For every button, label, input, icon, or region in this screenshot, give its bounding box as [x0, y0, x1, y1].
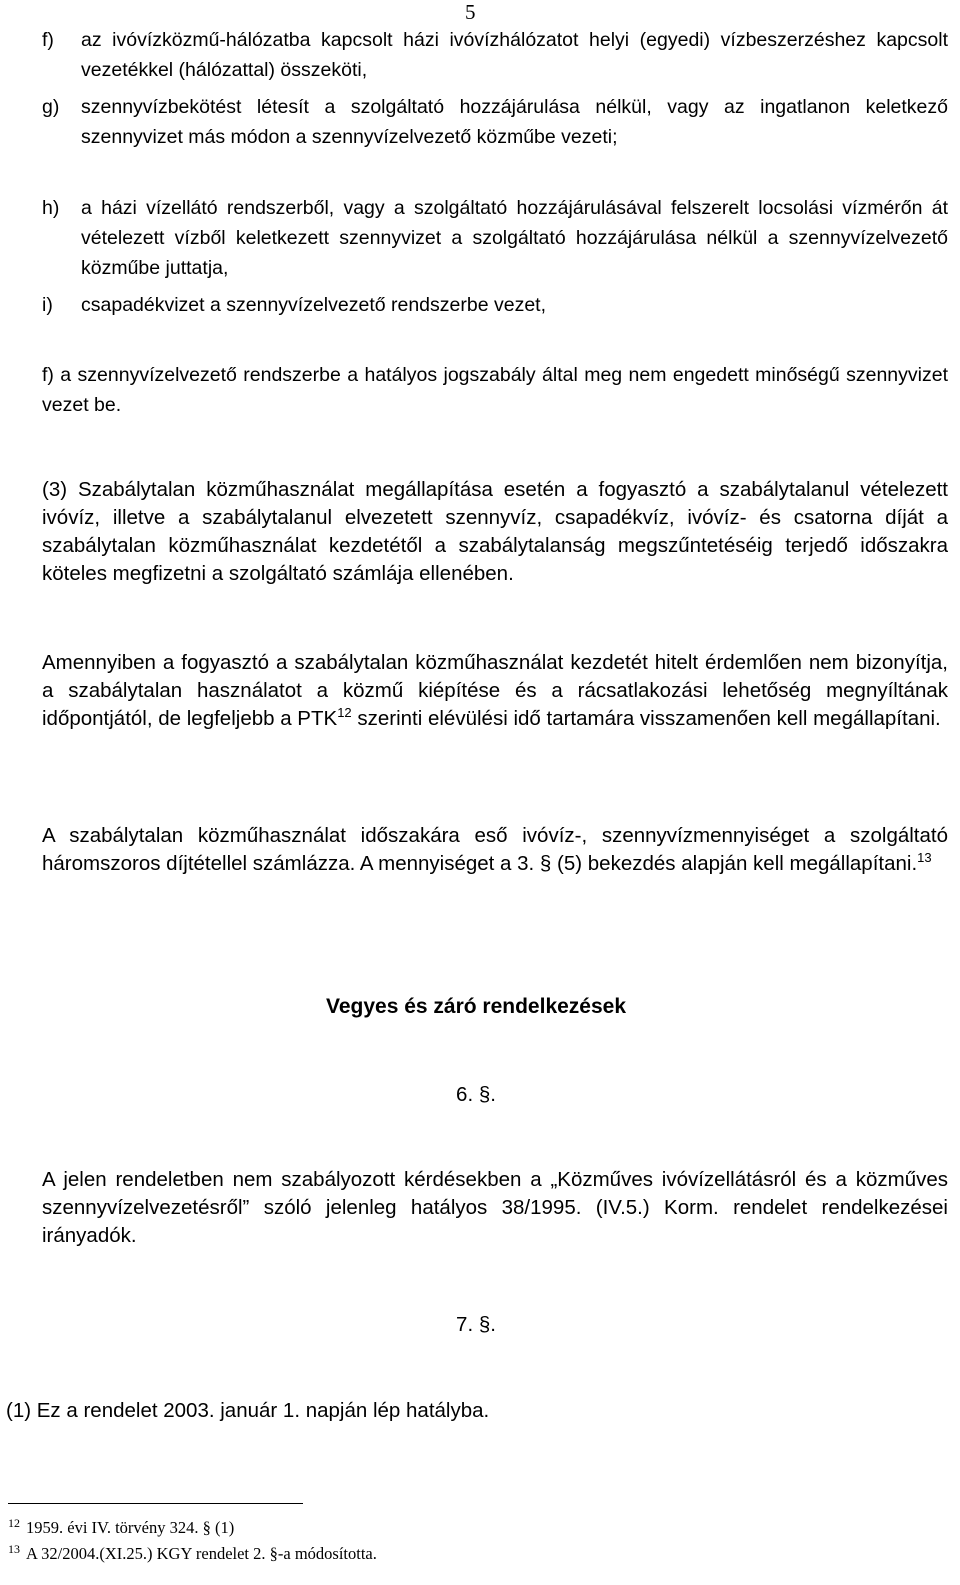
footnote-number: 12 — [8, 1516, 20, 1530]
footnote-12 — [8, 1517, 234, 1540]
list-item-label: g) — [42, 96, 60, 118]
paragraph-3: (3) Szabálytalan közműhasználat megállapítása esetén a fogyasztó a szabálytalanul vételezett ivóvíz, illetve a szabálytalanul elvezetett szennyvíz, csapadékvíz, ivóvíz- és csatorna díját a szabálytalan közműhasználat kezdetétől a szabálytalanság megszűntetéséig terjedő időszakra köteles megfizetni a szolgáltató számlája ellenében. — [42, 478, 948, 585]
paragraph-text-after: szerinti elévülési idő tartamára visszamenően kell megállapítani. — [351, 707, 941, 730]
footnote-text: 1959. évi IV. törvény 324. § (1) — [26, 1518, 235, 1537]
footnote-divider — [8, 1503, 303, 1504]
list-item-text: csapadékvizet a szennyvízelvezető rendszerbe vezet, — [81, 294, 547, 316]
paragraph-szabalytalan — [42, 822, 948, 878]
list-item-g — [42, 92, 948, 152]
paragraph-hatalyba: (1) Ez a rendelet 2003. január 1. napján lép hatályba. — [6, 1399, 490, 1422]
list-item-f — [42, 25, 948, 85]
list-item-text: szennyvízbekötést létesít a szolgáltató hozzájárulása nélkül, vagy az ingatlanon keletkező szennyvizet más módon a szennyvízelvezető közműbe vezeti; — [81, 96, 948, 148]
list-item-label: h) — [42, 197, 60, 219]
paragraph-jelen: A jelen rendeletben nem szabályozott kérdésekben a „Közműves ivóvízellátásról és a közműves szennyvízelvezetésről” szóló jelenleg hatályos 38/1995. (IV.5.) Korm. rendelet rendelkezései irányadók. — [42, 1168, 948, 1247]
list-item-i — [42, 290, 948, 320]
paragraph-amennyiben — [42, 649, 948, 733]
list-item-text: a házi vízellátó rendszerből, vagy a szolgáltató hozzájárulásával felszerelt locsolási vízmérőn át vételezett vízből keletkezett szennyvizet a szolgáltató hozzájárulása nélkül a szennyvízelvezető közműbe juttatja, — [81, 197, 948, 279]
list-item-label: f) — [42, 29, 54, 51]
footnote-13 — [8, 1543, 377, 1566]
paragraph-text: A szabálytalan közműhasználat időszakára eső ivóvíz-, szennyvízmennyiséget a szolgáltató háromszoros díjtétellel számlázza. A mennyiséget a 3. § (5) bekezdés alapján kell megállapítani. — [42, 824, 948, 875]
section-number-6: 6. §. — [456, 1083, 496, 1106]
paragraph-f-quality: f) a szennyvízelvezető rendszerbe a hatályos jogszabály által meg nem engedett minőségű szennyvizet vezet be. — [42, 364, 948, 416]
footnote-ref-12: 12 — [337, 705, 352, 720]
footnote-ref-13: 13 — [917, 850, 932, 865]
footnote-number: 13 — [8, 1542, 20, 1556]
paragraph-text: Amennyiben a fogyasztó a szabálytalan közműhasználat kezdetét hitelt érdemlően nem bizonyítja, a szabálytalan használatot a közmű kiépítése és a rácsatlakozási lehetőség megnyíltának időpontjától, de legfeljebb a PTK — [42, 651, 948, 730]
list-item-h — [42, 193, 948, 283]
page-number: 5 — [465, 0, 476, 24]
list-item-text: az ivóvízközmű-hálózatba kapcsolt házi ivóvízhálózatot helyi (egyedi) vízbeszerzéshez kapcsolt vezetékkel (hálózattal) összeköti, — [81, 29, 948, 81]
footnote-text: A 32/2004.(XI.25.) KGY rendelet 2. §-a módosította. — [26, 1544, 377, 1563]
section-heading: Vegyes és záró rendelkezések — [325, 995, 627, 1018]
section-number-7: 7. §. — [456, 1313, 496, 1336]
list-item-label: i) — [42, 294, 53, 316]
